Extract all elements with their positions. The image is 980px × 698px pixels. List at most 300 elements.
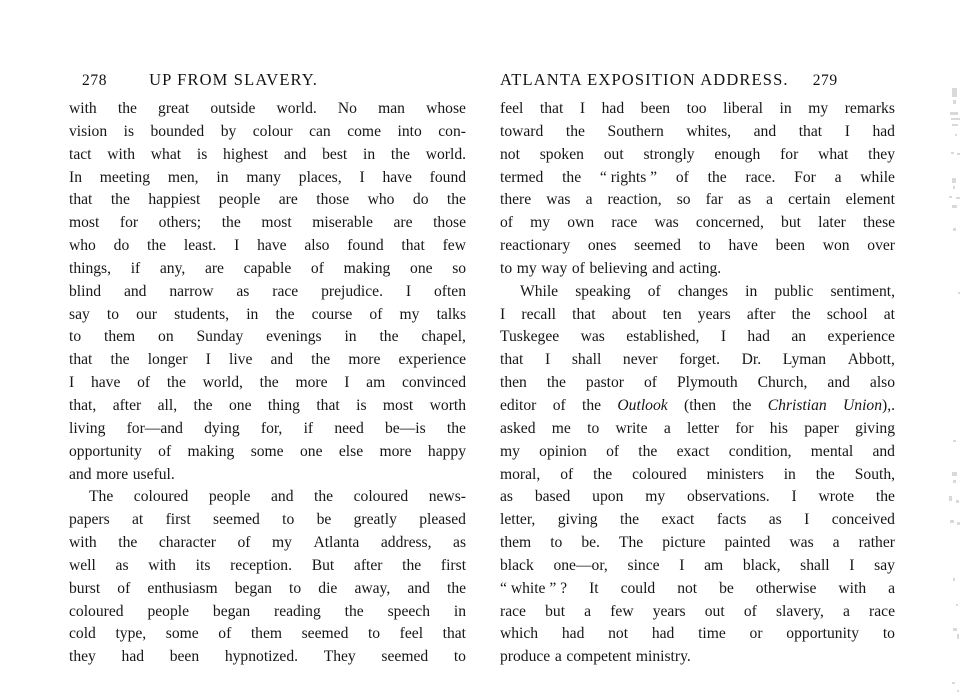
- word: the: [390, 145, 410, 163]
- word: also: [869, 374, 896, 392]
- word: men,: [167, 168, 199, 186]
- text-line: [500, 532, 895, 555]
- word: most: [261, 214, 292, 232]
- word: giving: [557, 511, 598, 529]
- word: to: [587, 419, 600, 437]
- word: that: [69, 351, 93, 369]
- word: liberal: [723, 100, 763, 117]
- word: of: [218, 625, 232, 643]
- word: be—is: [384, 419, 426, 437]
- word: those: [316, 191, 350, 209]
- word: coloured: [69, 602, 124, 620]
- word: of: [237, 534, 251, 552]
- word: and: [270, 488, 294, 506]
- word: with: [148, 556, 176, 574]
- text-line: [500, 212, 895, 235]
- word: While: [520, 282, 559, 300]
- word: my: [399, 305, 420, 323]
- word: a: [832, 534, 840, 552]
- word: after: [112, 396, 142, 414]
- word: whose: [426, 100, 466, 117]
- word: in: [344, 328, 357, 346]
- word: have: [728, 237, 758, 255]
- word: one—or,: [553, 556, 608, 574]
- word: Church,: [757, 374, 808, 392]
- word: need: [334, 419, 364, 437]
- text-line: [69, 509, 466, 532]
- text-line: [69, 189, 466, 212]
- text-line: [500, 372, 895, 395]
- word: since: [627, 556, 660, 574]
- italic-title: Union: [843, 396, 883, 414]
- word: that: [572, 305, 596, 323]
- word: news-: [428, 488, 466, 506]
- word: in: [363, 145, 376, 163]
- text-line: [500, 235, 895, 258]
- word: prejudice.: [321, 282, 384, 300]
- word: the: [593, 465, 613, 483]
- running-head-title-left: UP FROM SLAVERY.: [149, 70, 319, 89]
- word: after: [746, 305, 776, 323]
- word: of: [158, 442, 172, 460]
- word: race: [500, 602, 526, 620]
- word: produce: [500, 648, 551, 666]
- text-line: [69, 372, 466, 395]
- word: and: [652, 259, 675, 277]
- word: rather: [858, 534, 895, 552]
- word: speech: [387, 602, 431, 620]
- word: and: [872, 442, 895, 460]
- italic-title: Outlook: [617, 396, 668, 414]
- word: one: [299, 442, 323, 460]
- word: I: [545, 351, 551, 369]
- word: most: [382, 396, 414, 414]
- word: also: [304, 237, 330, 255]
- word: for: [119, 214, 139, 232]
- text-line: [500, 601, 895, 624]
- word: editor: [500, 396, 537, 414]
- word: with: [69, 534, 97, 552]
- word: exact: [676, 442, 710, 460]
- word: cold: [69, 625, 96, 643]
- word: observations.: [686, 488, 770, 506]
- word: shall: [571, 351, 602, 369]
- word: as: [236, 282, 250, 300]
- word: I: [579, 100, 586, 117]
- word: chapel,: [421, 328, 466, 346]
- word: that: [401, 237, 425, 255]
- word: had: [747, 328, 770, 346]
- text-line: [69, 623, 466, 646]
- scan-speckle: [958, 292, 960, 294]
- word: which: [500, 625, 539, 643]
- word: asked: [500, 419, 536, 437]
- word: giving: [855, 419, 896, 437]
- word: and: [407, 579, 430, 597]
- word: years: [697, 305, 731, 323]
- word: had: [121, 648, 145, 666]
- word: I: [849, 556, 855, 574]
- word: as: [738, 191, 752, 209]
- word: opportunity: [69, 442, 142, 460]
- scan-speckle: [957, 634, 959, 639]
- word: been: [169, 648, 200, 666]
- word: students,: [174, 305, 230, 323]
- scan-speckle: [952, 205, 957, 208]
- word: I: [69, 374, 75, 392]
- text-line: [69, 395, 466, 418]
- word: people: [208, 488, 251, 506]
- word: is: [356, 396, 367, 414]
- word: or: [749, 625, 763, 643]
- word: slavery,: [775, 602, 824, 620]
- word: race.: [745, 168, 776, 186]
- text-line: [500, 167, 895, 190]
- word: black: [500, 556, 534, 574]
- word: I: [205, 351, 211, 369]
- word: what: [818, 145, 849, 163]
- word: that: [500, 351, 524, 369]
- word: in: [246, 305, 259, 323]
- word: a: [554, 648, 562, 666]
- word: happiest: [148, 191, 201, 209]
- word: say: [874, 556, 895, 574]
- text-line: [69, 212, 466, 235]
- word: had: [601, 100, 625, 117]
- word: living: [69, 419, 106, 437]
- word: address,: [380, 534, 432, 552]
- word: speaking: [575, 282, 631, 300]
- word: won: [822, 237, 850, 255]
- text-line: [500, 281, 895, 304]
- scan-speckle: [949, 496, 952, 501]
- word: that: [539, 100, 564, 117]
- word: world.: [425, 145, 467, 163]
- scan-speckle: [953, 480, 956, 483]
- word: picture: [662, 534, 706, 552]
- word: away,: [354, 579, 391, 597]
- word: Southern: [607, 122, 664, 140]
- word: that: [442, 625, 467, 643]
- word: with: [69, 100, 97, 117]
- word: [768, 395, 827, 418]
- word: too: [686, 100, 707, 117]
- word: things,: [69, 259, 112, 277]
- word: and: [69, 465, 92, 483]
- word: seemed: [301, 625, 349, 643]
- scan-speckle: [953, 186, 955, 189]
- word: my: [645, 488, 666, 506]
- running-head-right: [500, 70, 894, 94]
- word: am: [704, 556, 724, 574]
- word: The: [89, 488, 114, 506]
- word: if: [303, 419, 314, 437]
- word: at: [132, 511, 144, 529]
- word: one: [228, 396, 252, 414]
- word: but: [781, 214, 801, 232]
- word: moral,: [500, 465, 541, 483]
- word: It: [589, 579, 599, 597]
- word: over: [867, 237, 896, 255]
- word: to: [500, 259, 513, 277]
- text-line: [69, 441, 466, 464]
- word: worth: [429, 396, 467, 414]
- word: remarks: [844, 100, 895, 117]
- word: on: [158, 328, 174, 346]
- text-column-right: [500, 98, 895, 669]
- word: coloured: [632, 465, 687, 483]
- word: die: [318, 579, 338, 597]
- word: Atlanta: [313, 534, 360, 552]
- word: bounded: [150, 122, 205, 140]
- word: burst: [69, 579, 101, 597]
- word: not: [500, 145, 520, 163]
- word: I: [844, 122, 850, 140]
- text-line: [69, 486, 466, 509]
- word: of: [743, 602, 757, 620]
- word: enthusiasm: [147, 579, 218, 597]
- word: race: [272, 282, 299, 300]
- word: the: [446, 191, 466, 209]
- word: in: [745, 282, 758, 300]
- word: painted: [724, 534, 771, 552]
- word: of: [643, 374, 657, 392]
- word: began: [234, 579, 272, 597]
- word: the: [446, 579, 467, 597]
- word: believing: [589, 259, 648, 277]
- text-line: [500, 326, 895, 349]
- word: all,: [157, 396, 178, 414]
- word: the: [638, 442, 658, 460]
- text-line: [500, 486, 895, 509]
- word: well: [69, 556, 96, 574]
- word: me: [551, 419, 571, 437]
- word: ministers: [706, 465, 764, 483]
- scan-speckle: [955, 134, 957, 136]
- text-line: [69, 281, 466, 304]
- text-line: [69, 167, 466, 190]
- word: opinion: [539, 442, 587, 460]
- word: a: [888, 579, 896, 597]
- word: Abbott,: [847, 351, 895, 369]
- word: those: [433, 214, 466, 232]
- word: of: [606, 442, 620, 460]
- word: vision: [69, 122, 108, 140]
- word: useful.: [132, 465, 175, 483]
- text-line: [500, 646, 895, 669]
- scan-speckle: [953, 628, 957, 631]
- word: experience: [827, 328, 895, 346]
- word: few: [442, 237, 466, 255]
- scan-speckle: [952, 682, 955, 684]
- word: For: [794, 168, 816, 186]
- word: as: [500, 488, 513, 506]
- word: the: [311, 351, 331, 369]
- word: then: [500, 374, 527, 392]
- word: the: [446, 419, 466, 437]
- word: paper: [804, 419, 839, 437]
- word: who: [69, 237, 96, 255]
- scan-speckle: [952, 178, 956, 183]
- scan-speckle: [952, 124, 958, 126]
- word: pastor: [585, 374, 624, 392]
- word: as: [768, 511, 782, 529]
- word: ministry.: [635, 648, 691, 666]
- scan-speckle: [956, 604, 958, 606]
- word: to: [367, 625, 381, 643]
- word: the: [314, 488, 334, 506]
- word: I: [720, 328, 727, 346]
- word: found: [429, 168, 467, 186]
- scan-speckle: [952, 88, 957, 97]
- word: ones: [587, 237, 617, 255]
- word: outside: [210, 100, 256, 117]
- text-line: [500, 349, 895, 372]
- word: them: [104, 328, 136, 346]
- word: to: [453, 648, 466, 666]
- word: our: [136, 305, 157, 323]
- text-line: [500, 441, 895, 464]
- word: was: [654, 214, 679, 232]
- word: opportunity: [786, 625, 860, 643]
- scan-speckle: [957, 690, 959, 692]
- word: the: [402, 556, 422, 574]
- word: convinced: [401, 374, 467, 392]
- word: sentiment,: [830, 282, 895, 300]
- word: (then: [684, 396, 717, 414]
- text-line: [500, 189, 895, 212]
- word: they: [69, 648, 96, 666]
- word: some: [250, 442, 284, 460]
- word: making: [343, 259, 391, 277]
- word: an: [791, 328, 807, 346]
- word: changes: [677, 282, 729, 300]
- word: with: [107, 145, 136, 163]
- word: black,: [742, 556, 781, 574]
- word: [617, 395, 667, 418]
- text-line: [500, 98, 895, 121]
- word: character: [158, 534, 216, 552]
- word: found: [347, 237, 384, 255]
- text-line: [500, 464, 895, 487]
- word: feel: [399, 625, 424, 643]
- word: of: [369, 305, 383, 323]
- word: capable: [243, 259, 292, 277]
- word: the: [546, 374, 566, 392]
- word: The: [618, 534, 644, 552]
- word: “ white ” ?: [500, 579, 568, 597]
- word: into: [397, 122, 422, 140]
- text-line: [69, 349, 466, 372]
- word: had: [651, 625, 675, 643]
- word: began: [212, 602, 251, 620]
- word: of: [310, 259, 324, 277]
- text-line: [69, 464, 466, 487]
- word: strongly: [643, 145, 695, 163]
- word: and: [123, 282, 147, 300]
- word: am: [366, 374, 386, 392]
- word: seemed: [634, 237, 681, 255]
- word: time: [698, 625, 726, 643]
- word: the: [562, 168, 582, 186]
- word: people: [147, 602, 190, 620]
- word: there: [500, 191, 532, 209]
- word: Lyman: [782, 351, 827, 369]
- word: at: [883, 305, 895, 323]
- word: do: [113, 237, 130, 255]
- word: more: [379, 442, 412, 460]
- text-column-left: [69, 98, 466, 669]
- scan-speckle: [953, 578, 955, 581]
- running-head-left: [82, 70, 466, 94]
- word: “ rights ”: [599, 168, 658, 186]
- word: mental: [810, 442, 854, 460]
- word: feel: [500, 100, 524, 117]
- word: reception.: [230, 556, 292, 574]
- word: seemed: [213, 511, 260, 529]
- word: places,: [298, 168, 342, 186]
- word: of: [137, 374, 151, 392]
- word: acting.: [679, 259, 722, 277]
- word: so: [452, 259, 467, 277]
- word: others;: [158, 214, 202, 232]
- word: do: [412, 191, 429, 209]
- word: not: [608, 625, 629, 643]
- word: I: [804, 511, 810, 529]
- word: the: [707, 168, 727, 186]
- word: had: [561, 625, 585, 643]
- word: I: [679, 556, 685, 574]
- word: have: [90, 374, 121, 392]
- word: whites,: [686, 122, 732, 140]
- word: in: [453, 602, 467, 620]
- word: seemed: [381, 648, 429, 666]
- word: later: [818, 214, 846, 232]
- word: been: [775, 237, 806, 255]
- word: evenings: [266, 328, 322, 346]
- word: of: [117, 579, 131, 597]
- word: as: [115, 556, 129, 574]
- word: them: [500, 534, 532, 552]
- word: blind: [69, 282, 102, 300]
- word: con-: [438, 122, 466, 140]
- word: course: [311, 305, 353, 323]
- text-line: [500, 509, 895, 532]
- word: colour: [252, 122, 293, 140]
- word: Dr.: [741, 351, 762, 369]
- text-line: [69, 121, 466, 144]
- word: the: [379, 328, 399, 346]
- word: while: [860, 168, 895, 186]
- word: shall: [800, 556, 830, 574]
- word: condition,: [728, 442, 792, 460]
- word: I: [500, 305, 506, 323]
- word: of: [571, 259, 585, 277]
- word: been: [640, 100, 671, 117]
- text-line: [69, 646, 466, 669]
- word: that,: [69, 396, 97, 414]
- word: Tuskegee: [500, 328, 560, 346]
- text-line: [69, 258, 466, 281]
- word: a: [585, 191, 593, 209]
- word: own: [567, 214, 595, 232]
- word: have: [382, 168, 412, 186]
- word: the: [110, 191, 130, 209]
- word: of: [552, 396, 566, 414]
- word: great: [158, 100, 190, 117]
- word: to: [69, 328, 82, 346]
- text-line: [69, 532, 466, 555]
